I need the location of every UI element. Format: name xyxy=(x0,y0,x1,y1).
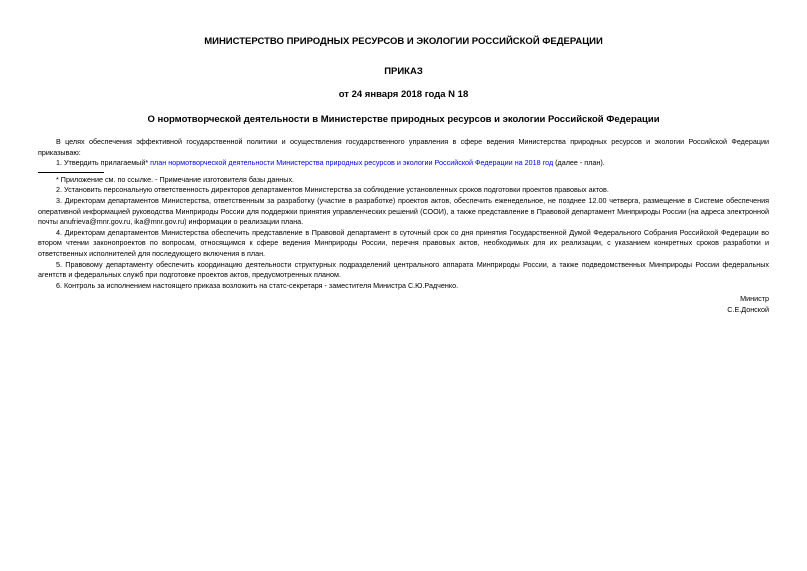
signatory-title: Министр xyxy=(740,294,769,304)
item-1 xyxy=(38,158,769,169)
footnote-divider xyxy=(38,172,104,173)
ministry-title: МИНИСТЕРСТВО ПРИРОДНЫХ РЕСУРСОВ И ЭКОЛОГИИ РОССИЙСКОЙ ФЕДЕРАЦИИ xyxy=(204,36,603,47)
footnote: * Приложение см. по ссылке. - Примечание изготовителя базы данных. xyxy=(56,174,295,184)
item-4: 4. Директорам департаментов Министерства обеспечить представление в Правовой департамент в суточный срок со дня принятия Государственной Думой Федерального Собрания Российской Федерации во втором чтении законопроектов по вопросам, относящимся к сфере ведения Минприроды России, перечня правовых актов, необходимых для их реализации, с указанием конкретных сроков разработки и ответственных исполнителей для последующего включения в план. xyxy=(38,227,769,258)
document-subject: О нормотворческой деятельности в Министерстве природных ресурсов и экологии Российской Федерации xyxy=(147,114,660,125)
signatory-name: С.Е.Донской xyxy=(727,304,769,314)
item-2: 2. Установить персональную ответственность директоров департаментов Министерства за соблюдение установленных сроков подготовки проектов правовых актов. xyxy=(56,185,609,195)
plan-link[interactable]: план нормотворческой деятельности Министерства природных ресурсов и экологии Российской Федерации на 2018 год xyxy=(150,158,554,168)
document-body xyxy=(38,137,769,291)
document-date: от 24 января 2018 года N 18 xyxy=(338,89,469,100)
item-6: 6. Контроль за исполнением настоящего приказа возложить на статс-секретаря - заместителя Министра С.Ю.Радченко. xyxy=(56,280,459,290)
item-3: 3. Директорам департаментов Министерства, ответственным за разработку (участие в разработке) проектов актов, обеспечить еженедельное, не позднее 12.00 четверга, размещение в Системе обеспечения оперативной информацией руководства Минприроды России для поддержки принятия управленческих решений (СООИ), а также представление в Правовой департамент Минприроды России (на адреса электронной почты anufrieva@mnr.gov.ru, ika@mnr.gov.ru) информации о реализации плана. xyxy=(38,195,769,227)
item-1-suffix: (далее - план). xyxy=(553,158,605,168)
item-5: 5. Правовому департаменту обеспечить координацию деятельности структурных подразделений центрального аппарата Минприроды России, а также подведомственных Минприроды России федеральных агентств и федеральных служб при подготовке проектов актов, предусмотренных планом. xyxy=(38,259,769,280)
intro-paragraph: В целях обеспечения эффективной государственной политики и осуществления государственного управления в сфере ведения Министерства природных ресурсов и экологии Российской Федерации приказываю: xyxy=(38,137,769,157)
signature-block xyxy=(38,294,769,315)
document-type: ПРИКАЗ xyxy=(384,66,423,77)
item-1-prefix: 1. Утвердить прилагаемый* xyxy=(56,158,151,168)
